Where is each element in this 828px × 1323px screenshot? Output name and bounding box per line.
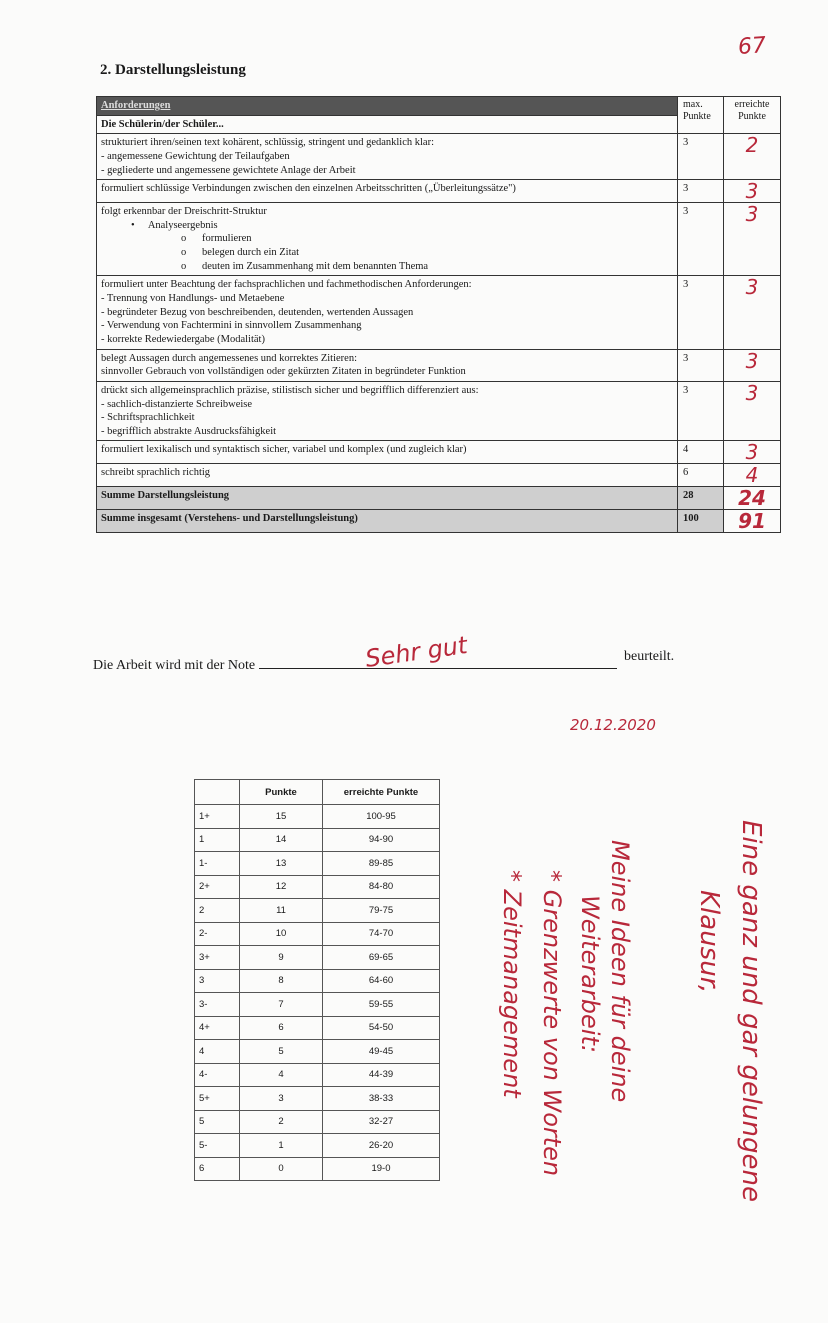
requirement-subsubitem: o belegen durch ein Zitat (181, 247, 300, 259)
scale-grade: 1- (195, 852, 240, 876)
scale-grade: 3+ (195, 946, 240, 970)
scale-row (195, 875, 440, 899)
scale-header-cell: Punkte (240, 780, 323, 805)
requirement-row (97, 276, 781, 349)
grade-suffix: beurteilt. (624, 649, 675, 664)
requirement-line: - Schriftsprachlichkeit (101, 412, 195, 424)
comment-line-1: Eine ganz und gar gelungene (736, 820, 766, 1202)
scale-percent: 64-60 (323, 969, 440, 993)
scale-percent: 54-50 (323, 1016, 440, 1040)
scale-percent: 26-20 (323, 1134, 440, 1158)
requirement-line: sinnvoller Gebrauch von vollständigen oder gekürzten Zitaten in begründeter Funktion (101, 366, 466, 378)
requirement-line: - angemessene Gewichtung der Teilaufgaben (101, 150, 290, 162)
max-points: 4 (678, 441, 724, 464)
requirement-text (97, 276, 678, 349)
scale-percent: 49-45 (323, 1040, 440, 1064)
scale-points: 15 (240, 805, 323, 829)
scale-grade: 6 (195, 1157, 240, 1181)
scale-grade: 2+ (195, 875, 240, 899)
requirement-row (97, 349, 781, 381)
requirement-text (97, 180, 678, 203)
scale-grade: 5- (195, 1134, 240, 1158)
scale-header-cell (195, 780, 240, 805)
scale-row (195, 1087, 440, 1111)
header-requirements: Anforderungen (97, 97, 678, 116)
max-points: 3 (678, 276, 724, 349)
scale-percent: 74-70 (323, 922, 440, 946)
scale-grade: 3- (195, 993, 240, 1017)
requirement-row (97, 464, 781, 487)
achieved-points: 3 (724, 349, 781, 381)
scale-grade: 1+ (195, 805, 240, 829)
requirement-line: - begrifflich abstrakte Ausdrucksfähigkeit (101, 425, 277, 437)
requirement-text (97, 203, 678, 276)
scale-points: 0 (240, 1157, 323, 1181)
max-points: 6 (678, 464, 724, 487)
scale-grade: 5+ (195, 1087, 240, 1111)
scale-percent: 32-27 (323, 1110, 440, 1134)
requirement-line: formuliert lexikalisch und syntaktisch sicher, variabel und komplex (und zugleich klar) (101, 444, 467, 456)
requirement-subitem: • Analyseergebnis (131, 219, 218, 231)
scale-grade: 4 (195, 1040, 240, 1064)
scale-row (195, 993, 440, 1017)
requirements-table (96, 96, 781, 533)
scale-row (195, 852, 440, 876)
scale-grade: 2 (195, 899, 240, 923)
requirement-text (97, 441, 678, 464)
requirement-line: - Trennung von Handlungs- und Metaebene (101, 293, 285, 305)
requirement-text (97, 464, 678, 487)
sum-max: 100 (678, 510, 724, 533)
requirement-subitem-label: Analyseergebnis (147, 219, 218, 231)
comment-bullet-1: * Grenzwerte von Worten (538, 870, 566, 1177)
requirement-line: belegt Aussagen durch angemessenes und korrektes Zitieren: (101, 352, 358, 364)
requirement-subsubitem-label: formulieren (202, 233, 252, 245)
scale-grade: 1 (195, 828, 240, 852)
comment-bullet-2: * Zeitmanagement (498, 870, 526, 1098)
scale-row (195, 922, 440, 946)
scale-grade: 5 (195, 1110, 240, 1134)
sum-label: Summe insgesamt (Verstehens- und Darstellungsleistung) (97, 510, 678, 533)
achieved-points: 2 (724, 134, 781, 180)
grade-sentence (93, 654, 621, 674)
sum-achieved: 91 (724, 510, 781, 533)
scale-points: 3 (240, 1087, 323, 1111)
requirement-row (97, 180, 781, 203)
scale-points: 4 (240, 1063, 323, 1087)
header-max: max. Punkte (678, 97, 724, 134)
scale-row (195, 1063, 440, 1087)
grade-date: 20.12.2020 (570, 716, 656, 734)
sum-achieved: 24 (724, 487, 781, 510)
requirement-row (97, 381, 781, 441)
requirement-line: - Verwendung von Fachtermini in sinnvollem Zusammenhang (101, 320, 362, 332)
requirement-line: - korrekte Redewiedergabe (Modalität) (101, 333, 265, 345)
requirement-line: formuliert unter Beachtung der fachsprachlichen und fachmethodischen Anforderungen: (101, 279, 472, 291)
requirement-row (97, 441, 781, 464)
scale-percent: 44-39 (323, 1063, 440, 1087)
requirement-text (97, 381, 678, 441)
requirement-row (97, 203, 781, 276)
achieved-points: 3 (724, 203, 781, 276)
grade-value: Sehr gut (363, 630, 470, 674)
scale-percent: 19-0 (323, 1157, 440, 1181)
achieved-points: 4 (724, 464, 781, 487)
scale-row (195, 1134, 440, 1158)
scale-points: 13 (240, 852, 323, 876)
requirement-line: formuliert schlüssige Verbindungen zwischen den einzelnen Arbeitsschritten („Überleitungssätze") (101, 183, 516, 195)
scale-row (195, 1110, 440, 1134)
scale-points: 8 (240, 969, 323, 993)
sum-presentation-row (97, 487, 781, 510)
header-student: Die Schülerin/der Schüler... (97, 115, 678, 134)
requirement-subsubitem: o formulieren (181, 233, 252, 245)
scale-points: 14 (240, 828, 323, 852)
scale-percent: 79-75 (323, 899, 440, 923)
max-points: 3 (678, 203, 724, 276)
header-achieved: erreichte Punkte (724, 97, 781, 134)
scale-row (195, 899, 440, 923)
scale-points: 6 (240, 1016, 323, 1040)
scale-points: 5 (240, 1040, 323, 1064)
achieved-points: 3 (724, 276, 781, 349)
scale-percent: 94-90 (323, 828, 440, 852)
requirement-line: - sachlich-distanzierte Schreibweise (101, 398, 253, 410)
requirement-line: - begründeter Bezug von beschreibenden, deutenden, wertenden Aussagen (101, 306, 414, 318)
scale-points: 10 (240, 922, 323, 946)
scale-points: 9 (240, 946, 323, 970)
max-points: 3 (678, 180, 724, 203)
scale-header-row (195, 780, 440, 805)
scale-grade: 2- (195, 922, 240, 946)
scale-percent: 38-33 (323, 1087, 440, 1111)
requirement-line: schreibt sprachlich richtig (101, 467, 211, 479)
scale-percent: 84-80 (323, 875, 440, 899)
scale-row (195, 1040, 440, 1064)
requirement-line: strukturiert ihren/seinen text kohärent, schlüssig, stringent und gedanklich klar: (101, 137, 435, 149)
max-points: 3 (678, 349, 724, 381)
requirement-subsubitem-label: belegen durch ein Zitat (202, 247, 300, 259)
scale-points: 1 (240, 1134, 323, 1158)
scale-percent: 100-95 (323, 805, 440, 829)
requirement-text (97, 349, 678, 381)
requirement-row (97, 134, 781, 180)
requirement-text (97, 134, 678, 180)
scale-points: 12 (240, 875, 323, 899)
scale-grade: 4+ (195, 1016, 240, 1040)
grading-scale-table (194, 779, 440, 1181)
sum-label: Summe Darstellungsleistung (97, 487, 678, 510)
requirement-line: folgt erkennbar der Dreischritt-Struktur (101, 206, 267, 218)
scale-points: 7 (240, 993, 323, 1017)
comment-line-3: Meine Ideen für deine (606, 840, 634, 1103)
scale-percent: 59-55 (323, 993, 440, 1017)
achieved-points: 3 (724, 381, 781, 441)
scale-points: 2 (240, 1110, 323, 1134)
grade-prefix: Die Arbeit wird mit der Note (93, 658, 256, 673)
scale-row (195, 828, 440, 852)
requirement-subsubitem-label: deuten im Zusammenhang mit dem benannten Thema (202, 260, 429, 272)
scale-grade: 3 (195, 969, 240, 993)
page-number: 67 (737, 33, 767, 60)
scale-percent: 69-65 (323, 946, 440, 970)
scale-row (195, 946, 440, 970)
max-points: 3 (678, 134, 724, 180)
achieved-points: 3 (724, 180, 781, 203)
scale-grade: 4- (195, 1063, 240, 1087)
achieved-points: 3 (724, 441, 781, 464)
scale-row (195, 1016, 440, 1040)
requirement-subsubitem: o deuten im Zusammenhang mit dem benannten Thema (181, 260, 429, 272)
requirement-line: - gegliederte und angemessene gewichtete Anlage der Arbeit (101, 164, 356, 176)
scale-row (195, 1157, 440, 1181)
scale-row (195, 805, 440, 829)
section-title: 2. Darstellungsleistung (100, 62, 246, 78)
sum-max: 28 (678, 487, 724, 510)
comment-line-4: Weiterarbeit: (576, 895, 604, 1053)
sum-total-row (97, 510, 781, 533)
scale-header-cell: erreichte Punkte (323, 780, 440, 805)
scale-row (195, 969, 440, 993)
comment-line-2: Klausur, (694, 890, 724, 994)
scale-points: 11 (240, 899, 323, 923)
max-points: 3 (678, 381, 724, 441)
requirement-line: drückt sich allgemeinsprachlich präzise, stilistisch sicher und begrifflich differenziert aus: (101, 384, 479, 396)
scale-percent: 89-85 (323, 852, 440, 876)
